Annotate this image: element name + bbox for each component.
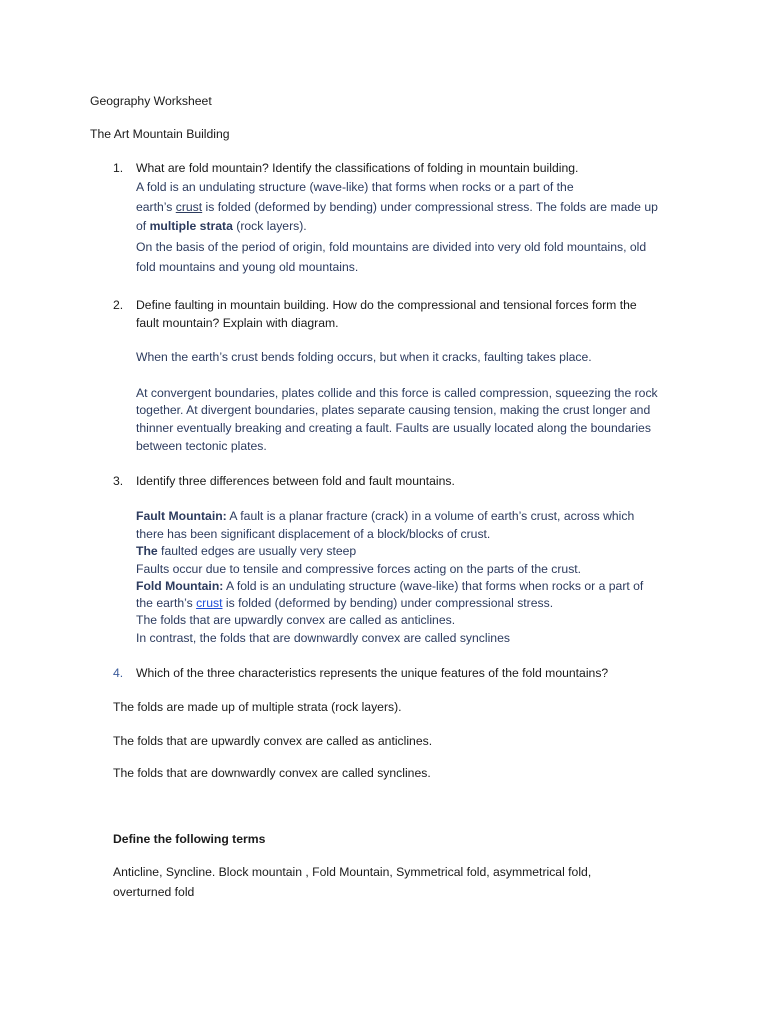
q2-answer-line: When the earth’s crust bends folding occurs, but when it cracks, faulting takes place. [136, 350, 592, 364]
q2-answer-line: At convergent boundaries, plates collide and this force is called compression, squeezing the rock [136, 386, 658, 400]
q3-answer-line: The folds that are upwardly convex are called as anticlines. [136, 613, 456, 627]
doc-title: Geography Worksheet [90, 94, 212, 108]
q4-answer: The folds that are downwardly convex are called synclines. [113, 766, 431, 780]
q1-answer-line: of multiple strata (rock layers). [136, 219, 307, 233]
q2-answer-line: between tectonic plates. [136, 439, 267, 453]
q3-answer-line: the earth’s crust is folded (deformed by bending) under compressional stress. [136, 596, 554, 610]
fault-mountain-label: Fault Mountain: [136, 509, 227, 523]
crust-link[interactable]: crust [196, 596, 223, 610]
q3-answer-line: The faulted edges are usually very steep [136, 544, 357, 558]
q3-answer-line: In contrast, the folds that are downwardly convex are called synclines [136, 631, 510, 645]
q4-question: Which of the three characteristics represents the unique features of the fold mountains? [136, 666, 609, 680]
q3-number: 3. [113, 474, 124, 488]
q3-answer-line: Faults occur due to tensile and compressive forces acting on the parts of the crust. [136, 562, 582, 576]
q4-answer: The folds that are upwardly convex are called as anticlines. [113, 734, 433, 748]
q1-question: What are fold mountain? Identify the classifications of folding in mountain building. [136, 161, 579, 175]
define-terms: overturned fold [113, 885, 195, 899]
doc-subtitle: The Art Mountain Building [90, 127, 230, 141]
q3-question: Identify three differences between fold and fault mountains. [136, 474, 455, 488]
define-heading: Define the following terms [113, 832, 266, 846]
q3-answer-line: Fold Mountain: A fold is an undulating structure (wave-like) that forms when rocks or a part of [136, 579, 644, 593]
q3-answer-line: there has been significant displacement of a block/blocks of crust. [136, 527, 491, 541]
q1-answer-line: fold mountains and young old mountains. [136, 260, 359, 274]
q1-answer-line: On the basis of the period of origin, fold mountains are divided into very old fold mountains, old [136, 240, 647, 254]
q1-number: 1. [113, 161, 124, 175]
q2-answer-line: together. At divergent boundaries, plates separate causing tension, making the crust longer and [136, 403, 651, 417]
q4-number: 4. [113, 666, 124, 680]
q2-question: Define faulting in mountain building. How do the compressional and tensional forces form the [136, 298, 637, 312]
fold-mountain-label: Fold Mountain: [136, 579, 224, 593]
define-terms: Anticline, Syncline. Block mountain , Fold Mountain, Symmetrical fold, asymmetrical fold, [113, 865, 592, 879]
q2-answer-line: thinner eventually breaking and creating a fault. Faults are usually located along the boundaries [136, 421, 651, 435]
q1-answer-line: earth’s crust is folded (deformed by bending) under compressional stress. The folds are made up [136, 200, 658, 214]
q4-answer: The folds are made up of multiple strata (rock layers). [113, 700, 402, 714]
q3-answer-line: Fault Mountain: A fault is a planar fracture (crack) in a volume of earth’s crust, across which [136, 509, 635, 523]
q2-number: 2. [113, 298, 124, 312]
q2-question: fault mountain? Explain with diagram. [136, 316, 339, 330]
q1-answer-line: A fold is an undulating structure (wave-like) that forms when rocks or a part of the [136, 180, 574, 194]
crust-link[interactable]: crust [175, 200, 203, 214]
